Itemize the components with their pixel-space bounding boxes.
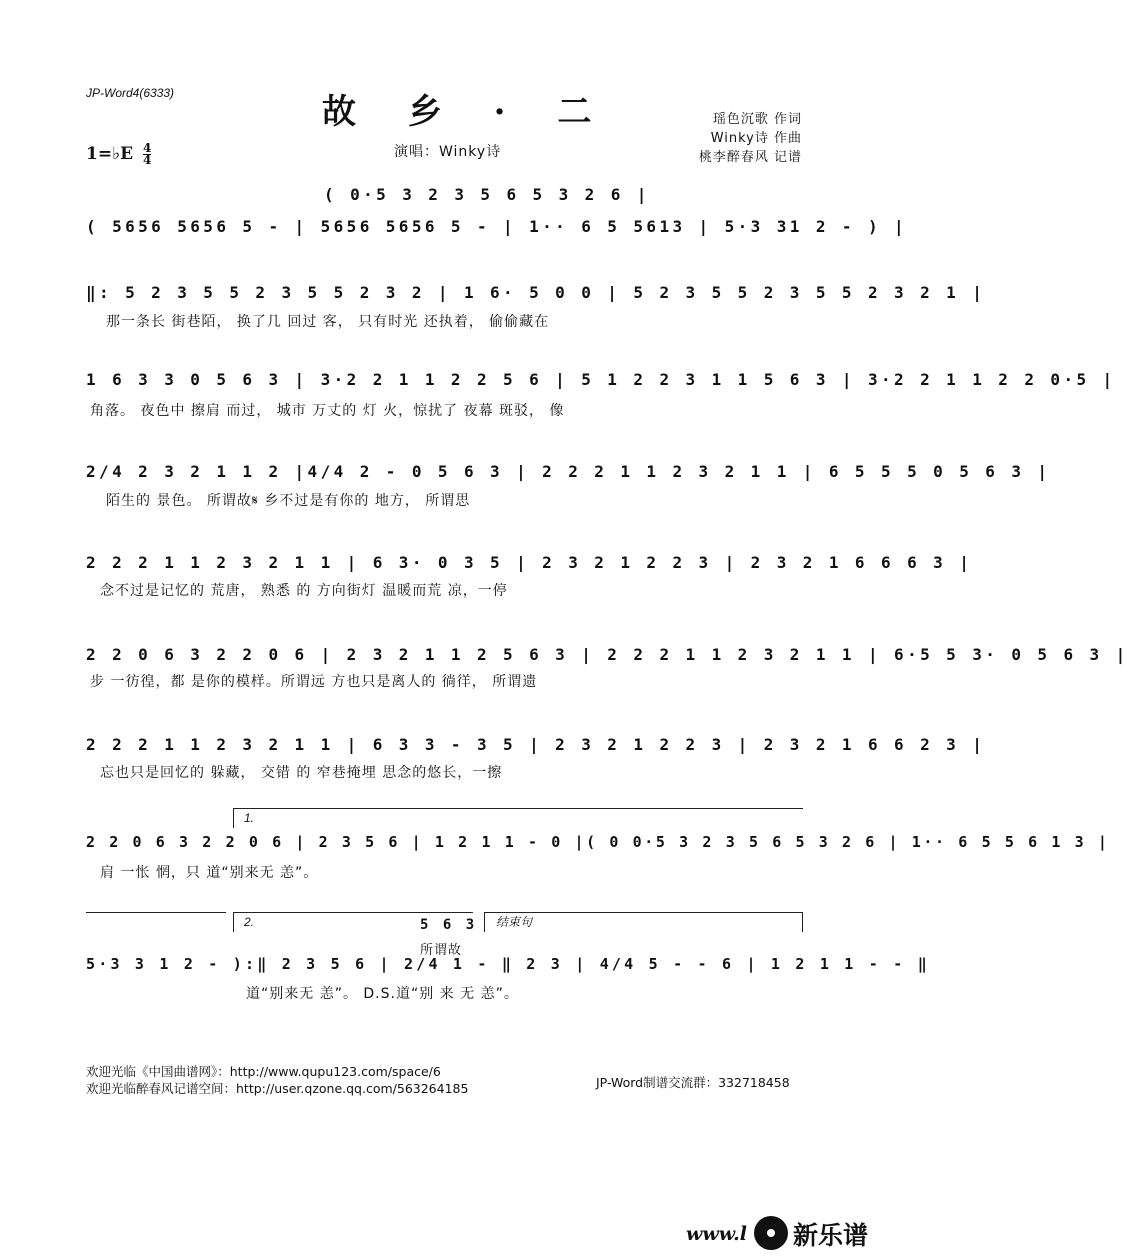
meter-top: 4 bbox=[142, 141, 152, 155]
key-label: 1=♭E bbox=[86, 144, 134, 164]
pickup-notes: 5 6 3 bbox=[420, 917, 478, 933]
volta-1-bracket-left bbox=[233, 808, 234, 828]
score-line-6-lyrics: 忘也只是回忆的 躲藏， 交错 的 窄巷掩埋 思念的悠长，一擦 bbox=[100, 765, 503, 781]
watermark-web: www.l bbox=[686, 1223, 747, 1245]
meter-bottom: 4 bbox=[142, 153, 152, 167]
score-line-5-lyrics: 步 一彷徨，都 是你的模样。所谓远 方也只是离人的 徜徉， 所谓遗 bbox=[90, 674, 538, 690]
software-version: JP-Word4(6333) bbox=[86, 86, 175, 100]
credits bbox=[699, 110, 802, 167]
score-line-7-lyrics: 肩 一怅 惘，只 道“别来无 恙”。 bbox=[100, 865, 319, 881]
score-line-4-lyrics: 念不过是记忆的 荒唐， 熟悉 的 方向街灯 温暖而荒 凉，一停 bbox=[100, 583, 508, 599]
lyricist-credit: 瑶色沉歌 作词 bbox=[712, 112, 802, 127]
score-line-7-notes: 2 2 0 6 3 2 2 0 6 | 2 3 5 6 | 1 2 1 1 - 0 |( 0 0·5 3 2 3 5 6 5 3 2 6 | 1·· 6 5 5 6 1 3 | bbox=[86, 833, 1110, 851]
key-signature bbox=[86, 143, 151, 166]
score-line-6-notes: 2 2 2 1 1 2 3 2 1 1 | 6 3 3 - 3 5 | 2 3 2 1 2 2 3 | 2 3 2 1 6 6 2 3 | bbox=[86, 735, 986, 754]
score-line-4-notes: 2 2 2 1 1 2 3 2 1 1 | 6 3· 0 3 5 | 2 3 2 1 2 2 3 | 2 3 2 1 6 6 6 3 | bbox=[86, 553, 973, 572]
intro-notes: ( 5656 5656 5 - | 5656 5656 5 - | 1·· 6 5 5613 | 5·3 31 2 - ) | bbox=[86, 217, 908, 236]
qq-group: JP-Word制谱交流群：332718458 bbox=[596, 1075, 790, 1090]
footer-link-qupu[interactable]: 欢迎光临《中国曲谱网》：http://www.qupu123.com/space/6 bbox=[86, 1064, 441, 1079]
score-line-2-lyrics: 角落。 夜色中 擦肩 而过， 城市 万丈的 灯 火，惊扰了 夜幕 斑驳， 像 bbox=[90, 403, 565, 419]
volta-2-label: 2. bbox=[244, 915, 255, 929]
score-line-2-notes: 1 6 3 3 0 5 6 3 | 3·2 2 1 1 2 2 5 6 | 5 1 2 2 3 1 1 5 6 3 | 3·2 2 1 1 2 2 0·5 | bbox=[86, 370, 1116, 389]
score-line-3-notes: 2/4 2 3 2 1 1 2 |4/4 2 - 0 5 6 3 | 2 2 2 1 1 2 3 2 1 1 | 6 5 5 5 0 5 6 3 | bbox=[86, 462, 1051, 481]
vinyl-disc-icon bbox=[754, 1216, 788, 1250]
footer-link-qzone[interactable]: 欢迎光临醉春风记谱空间：http://user.qzone.qq.com/563264185 bbox=[86, 1081, 469, 1096]
singer-credit: 演唱：Winky诗 bbox=[394, 144, 502, 160]
ending-bracket-left bbox=[484, 912, 485, 932]
score-line-3-lyrics: 陌生的 景色。 所谓故𝄋 乡不过是有你的 地方， 所谓思 bbox=[106, 493, 471, 509]
score-line-8-notes: 5·3 3 1 2 - ):‖ 2 3 5 6 | 2/4 1 - ‖ 2 3 | 4/4 5 - - 6 | 1 2 1 1 - - ‖ bbox=[86, 955, 930, 973]
score-line-1-lyrics: 那一条长 街巷陌， 换了几 回过 客， 只有时光 还执着， 偷偷藏在 bbox=[106, 314, 550, 330]
score-line-1-notes: ‖: 5 2 3 5 5 2 3 5 5 2 3 2 | 1 6· 5 0 0 | 5 2 3 5 5 2 3 5 5 2 3 2 1 | bbox=[86, 283, 986, 302]
ending-bracket-right bbox=[802, 912, 803, 932]
score-line-5-notes: 2 2 0 6 3 2 2 0 6 | 2 3 2 1 1 2 5 6 3 | 2 2 2 1 1 2 3 2 1 1 | 6·5 5 3· 0 5 6 3 | bbox=[86, 645, 1129, 664]
volta-1-bracket-top bbox=[233, 808, 803, 809]
transcriber-credit: 桃李醉春风 记谱 bbox=[698, 150, 802, 165]
volta-1-label: 1. bbox=[244, 811, 255, 825]
volta-2-bracket-left bbox=[233, 912, 234, 932]
volta-prev-line bbox=[86, 912, 226, 913]
intro-upper-notes: ( 0·5 3 2 3 5 6 5 3 2 6 | bbox=[324, 185, 650, 204]
ending-label: 结束句 bbox=[496, 915, 533, 929]
score-line-8-lyrics: 道“别来无 恙”。 D.S.道“别 来 无 恙”。 bbox=[246, 986, 519, 1002]
time-signature bbox=[143, 143, 151, 166]
composer-credit: Winky诗 作曲 bbox=[710, 131, 802, 146]
pickup-lyric: 所谓故 bbox=[420, 943, 463, 958]
watermark-logo: 新乐谱 bbox=[793, 1221, 869, 1250]
footer-links bbox=[86, 1063, 468, 1097]
volta-2-bracket-top bbox=[233, 912, 473, 913]
song-title: 故 乡 · 二 bbox=[322, 92, 612, 132]
